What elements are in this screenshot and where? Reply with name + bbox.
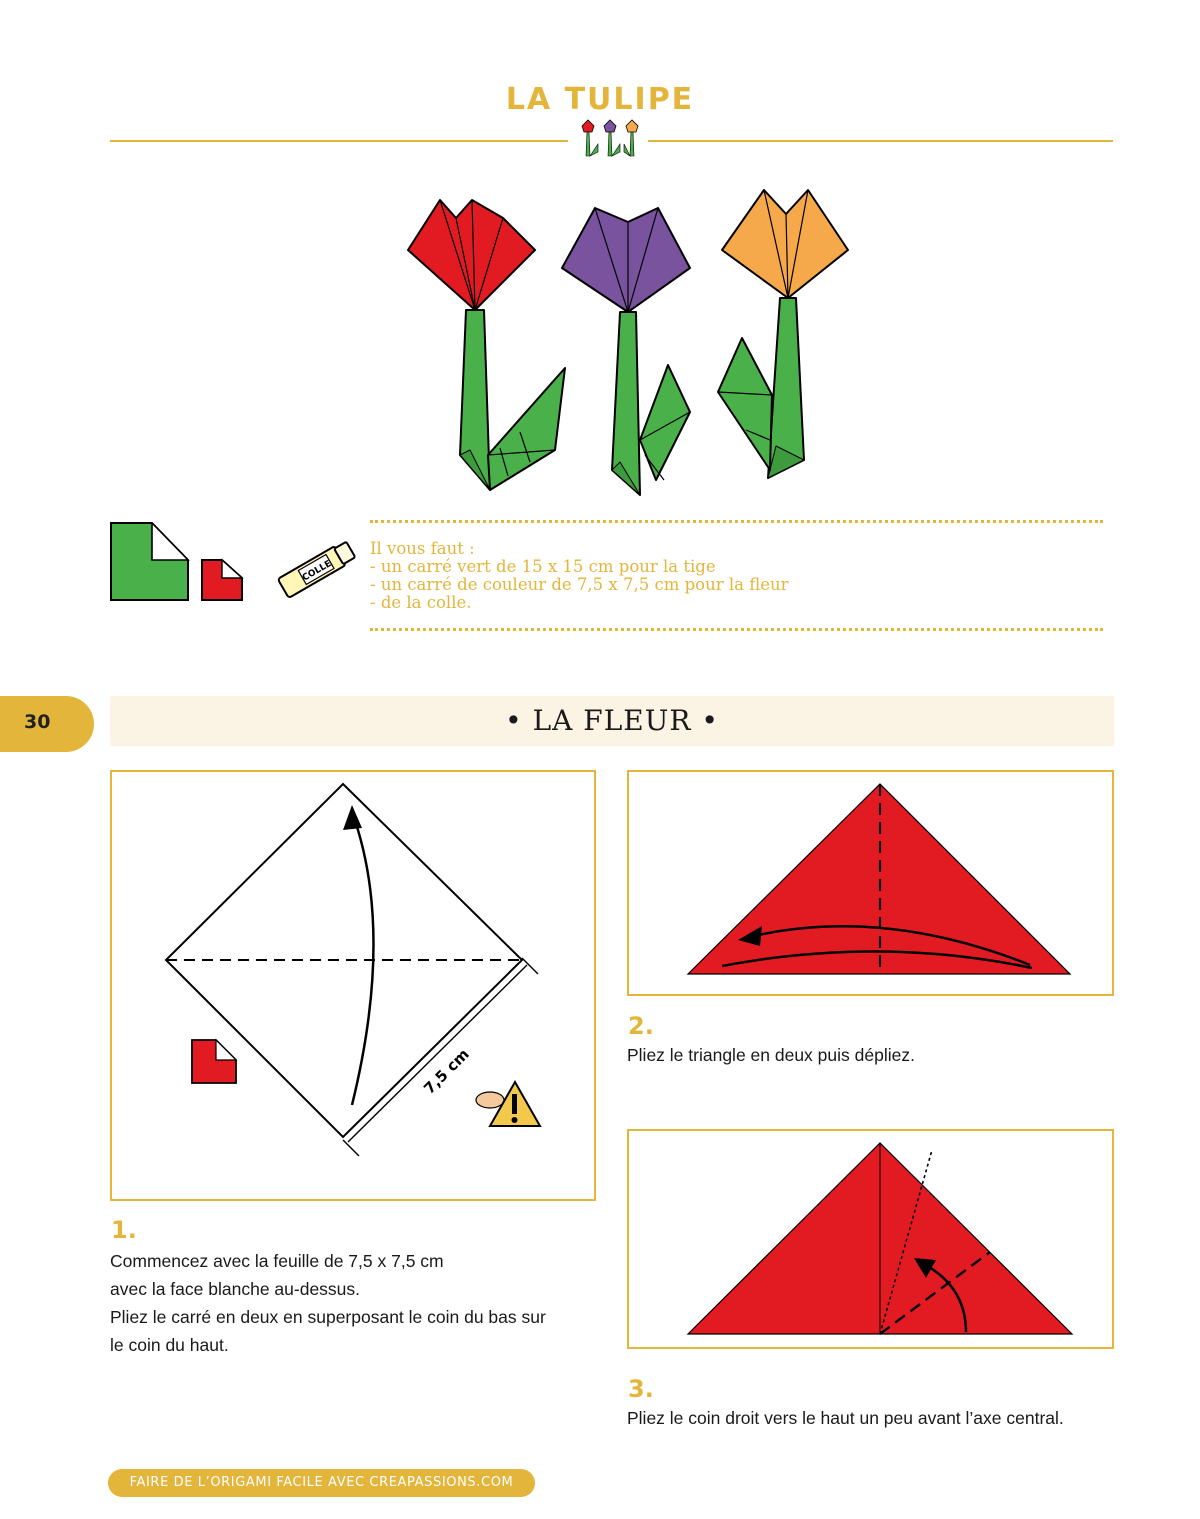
step-3-text (627, 1404, 1064, 1432)
step-3-number: 3. (628, 1375, 654, 1403)
glue-stick-icon (272, 530, 362, 608)
step-2-text (627, 1041, 915, 1069)
material-item: - un carré vert de 15 x 15 cm pour la tige (370, 557, 716, 576)
step-1-number: 1. (111, 1216, 137, 1244)
red-square-icon (200, 558, 244, 602)
step-1-diagram (112, 772, 594, 1199)
step-3-frame (627, 1129, 1114, 1349)
page-number: 30 (24, 711, 51, 733)
step-2-frame (627, 770, 1114, 996)
step-2-number: 2. (628, 1012, 654, 1040)
section-title: • LA FLEUR • (505, 704, 719, 737)
material-item: - de la colle. (370, 593, 472, 612)
tulips-illustration (400, 185, 860, 505)
mini-tulips-icon (578, 118, 646, 162)
dotted-divider-bottom (370, 628, 1103, 631)
pointing-hand-icon (476, 1092, 504, 1108)
step-2-diagram (629, 772, 1112, 994)
purple-tulip (562, 208, 690, 495)
footer-link[interactable]: FAIRE DE L’ORIGAMI FACILE AVEC CREAPASSIONS.COM (129, 1475, 514, 1490)
step-1-line: Pliez le carré en deux en superposant le coin du bas sur (110, 1307, 546, 1327)
step-2-line: Pliez le triangle en deux puis dépliez. (627, 1045, 915, 1065)
material-item: - un carré de couleur de 7,5 x 7,5 cm pour la fleur (370, 575, 789, 594)
step-3-diagram (629, 1131, 1112, 1347)
step-1-frame (110, 770, 596, 1201)
step-1-line: le coin du haut. (110, 1335, 229, 1355)
materials-heading: Il vous faut : (370, 539, 475, 558)
dimension-label: 7,5 cm (420, 1045, 473, 1098)
step-1-line: avec la face blanche au-dessus. (110, 1279, 361, 1299)
dotted-divider-top (370, 520, 1103, 523)
title-rule-left (110, 140, 568, 142)
step-1-text (110, 1247, 546, 1359)
materials-list (370, 540, 1110, 612)
red-tulip (408, 200, 565, 490)
orange-tulip (718, 190, 848, 478)
page-title: LA TULIPE (505, 82, 695, 117)
step-1-line: Commencez avec la feuille de 7,5 x 7,5 cm (110, 1251, 444, 1271)
glue-label: COLLE (300, 558, 334, 584)
green-square-icon (110, 522, 190, 602)
title-rule-right (648, 140, 1113, 142)
step-3-line: Pliez le coin droit vers le haut un peu avant l’axe central. (627, 1408, 1064, 1428)
